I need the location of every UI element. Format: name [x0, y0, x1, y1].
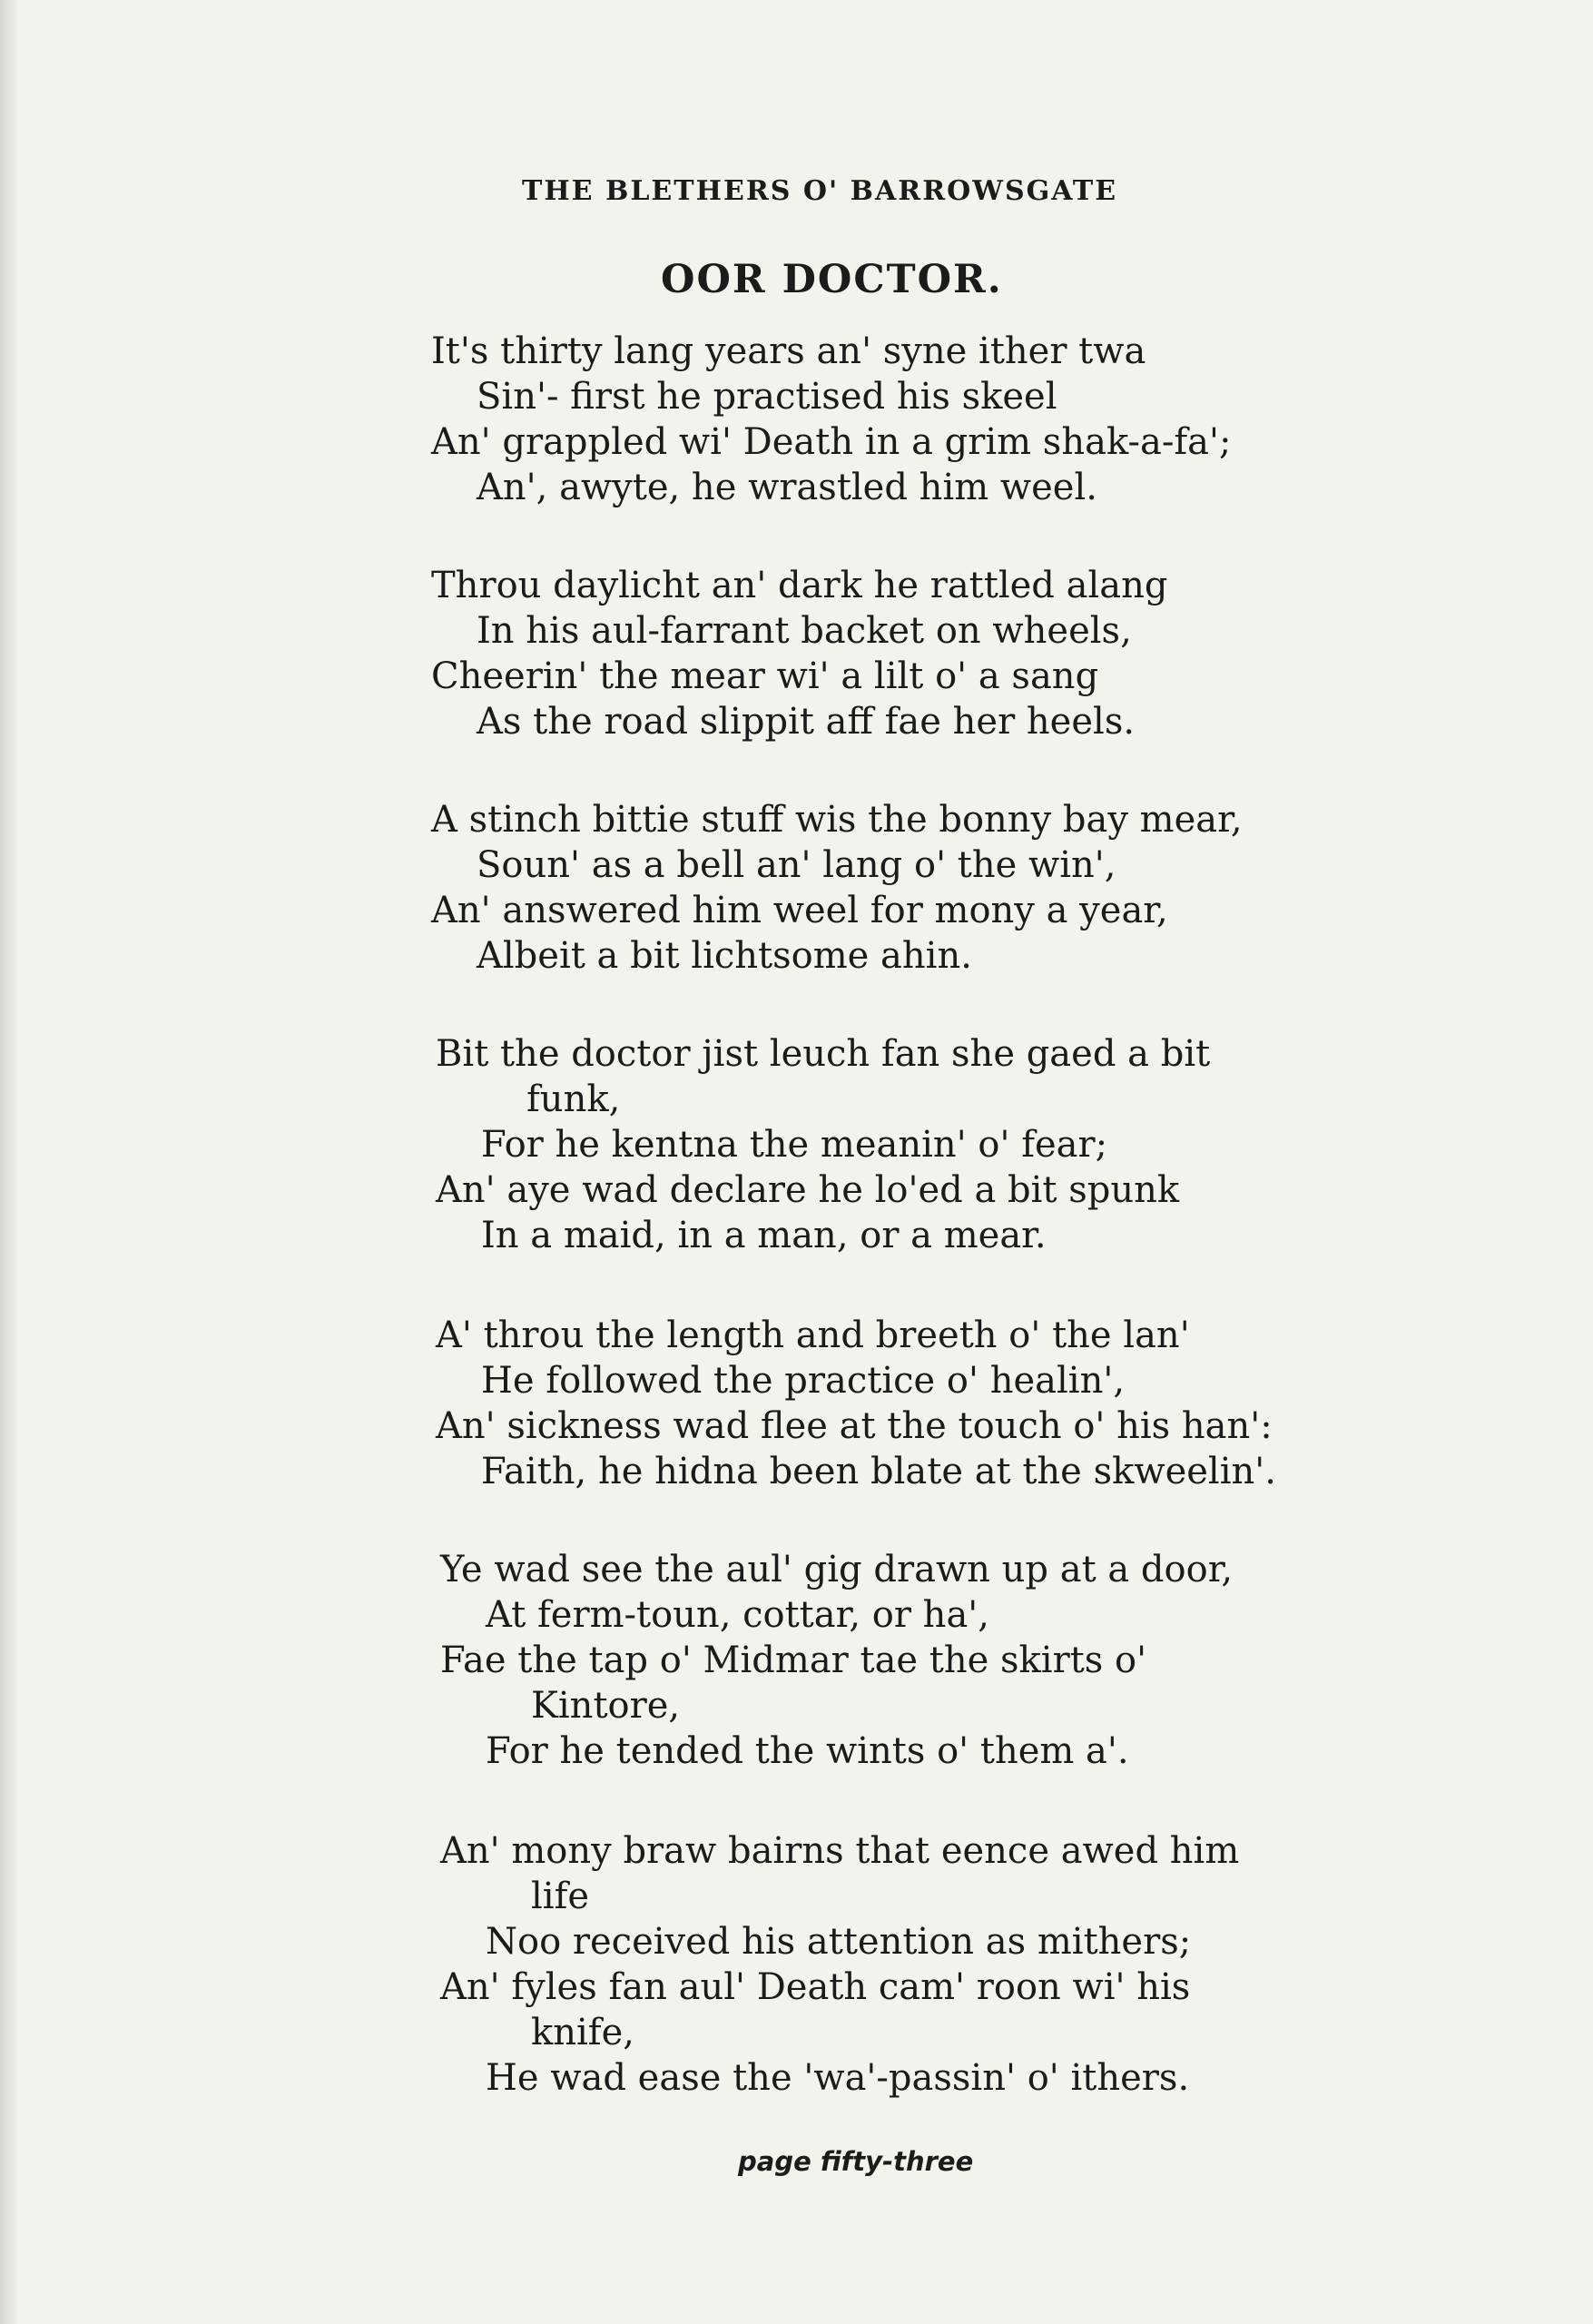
poem-line: A' throu the length and breeth o' the lan'	[436, 1315, 1190, 1356]
poem-line: He followed the practice o' healin',	[481, 1360, 1126, 1402]
poem-line: For he kentna the meanin' o' fear;	[481, 1124, 1108, 1166]
poem-line: Sin'- first he practised his skeel	[477, 376, 1057, 418]
poem-line-runover: Kintore,	[531, 1685, 681, 1727]
poem-line: An' sickness wad flee at the touch o' his han':	[436, 1405, 1273, 1447]
poem-line-runover: life	[531, 1876, 590, 1917]
poem-line: An', awyte, he wrastled him weel.	[477, 467, 1097, 508]
page-spine-shadow	[0, 0, 20, 2324]
poem-line: It's thirty lang years an' syne ither twa	[431, 330, 1146, 372]
poem-line: He wad ease the 'wa'-passin' o' ithers.	[486, 2057, 1190, 2099]
poem-line: An' aye wad declare he lo'ed a bit spunk	[436, 1169, 1180, 1211]
running-head: THE BLETHERS O' BARROWSGATE	[522, 175, 1118, 207]
poem-line: Ye wad see the aul' gig drawn up at a door,	[440, 1549, 1234, 1590]
poem-line: At ferm-toun, cottar, or ha',	[486, 1594, 989, 1636]
poem-line: As the road slippit aff fae her heels.	[477, 701, 1136, 743]
poem-title: OOR DOCTOR.	[661, 257, 1003, 302]
poem-line: In his aul-farrant backet on wheels,	[477, 610, 1132, 652]
poem-line-runover: funk,	[526, 1078, 621, 1120]
poem-line: An' answered him weel for mony a year,	[431, 890, 1168, 931]
poem-line: An' fyles fan aul' Death cam' roon wi' his	[440, 1966, 1191, 2008]
poem-line: Bit the doctor jist leuch fan she gaed a bit	[436, 1033, 1211, 1075]
poem-line-runover: knife,	[531, 2012, 634, 2053]
poem-line: For he tended the wints o' them a'.	[486, 1730, 1129, 1772]
poem-line: An' grappled wi' Death in a grim shak-a-fa';	[431, 421, 1232, 463]
poem-line: Fae the tap o' Midmar tae the skirts o'	[440, 1640, 1147, 1681]
poem-line: Noo received his attention as mithers;	[486, 1921, 1192, 1963]
poem-line: Faith, he hidna been blate at the skweelin'.	[481, 1451, 1276, 1492]
poem-line: In a maid, in a man, or a mear.	[481, 1215, 1047, 1256]
page-number: page fifty-three	[738, 2146, 974, 2177]
poem-line: An' mony braw bairns that eence awed him	[440, 1830, 1240, 1872]
poem-line: Cheerin' the mear wi' a lilt o' a sang	[431, 655, 1099, 697]
poem-line: A stinch bittie stuff wis the bonny bay mear,	[431, 799, 1243, 841]
poem-line: Soun' as a bell an' lang o' the win',	[477, 844, 1116, 886]
poem-line: Albeit a bit lichtsome ahin.	[477, 935, 972, 977]
poem-line: Throu daylicht an' dark he rattled alang	[431, 565, 1168, 606]
